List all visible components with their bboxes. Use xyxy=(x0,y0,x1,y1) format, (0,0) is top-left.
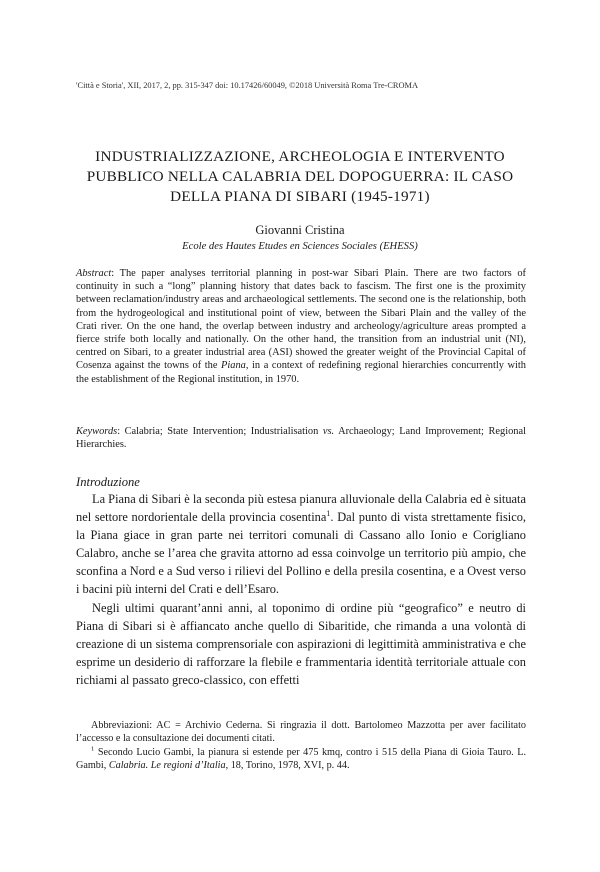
abstract-block xyxy=(76,267,526,386)
keywords-label: Keywords xyxy=(76,426,118,437)
keywords-text-2: Archaeology; Land Improvement; Regional Hierarchies. xyxy=(76,426,527,451)
citation-text: 'Città e Storia', XII, 2017, 2, pp. 315-347 doi: 10.17426/60049, ©2018 Università Roma Tre-CROMA xyxy=(76,81,419,90)
body-paragraph-2: Negli ultimi quarant’anni anni, al toponimo di ordine più “geografico” e neutro di Piana di Sibari si è affiancato anche quello di Sibaritide, che rimanda a una volontà di creazione di un sistema comprensoriale con aspirazioni di legittimità amministrativa e che esprime un desiderio di rafforzare la flebile e frammentaria identità territoriale attuale con richiami al passato greco-classico, con effetti xyxy=(76,600,526,687)
abstract-text-italic: Piana xyxy=(221,360,246,372)
keywords-text-italic: vs. xyxy=(322,426,335,437)
keywords-text-1: : Calabria; State Intervention; Industrialisation xyxy=(117,426,323,437)
footnote-1-text-a: Secondo Lucio Gambi, la pianura si estende per 475 kmq, contro i 515 della Piana di Gioia Tauro. L. Gambi, xyxy=(76,746,526,772)
footnote-1 xyxy=(76,746,526,773)
footnotes-block xyxy=(76,719,526,773)
footnote-1-text-italic: Calabria. Le regioni d’Italia xyxy=(108,760,226,772)
abstract-label: Abstract xyxy=(76,268,112,279)
article-title: INDUSTRIALIZZAZIONE, ARCHEOLOGIA E INTERVENTO PUBBLICO NELLA CALABRIA DEL DOPOGUERRA: IL CASO DELLA PIANA DI SIBARI (1945-1971) xyxy=(86,148,514,205)
abstract-text-2: , in a context of redefining regional hierarchies concurrently with the establishment of the Regional institution, in 1970. xyxy=(76,360,526,385)
keywords-block xyxy=(76,425,526,451)
author-affiliation: Ecole des Hautes Etudes en Sciences Sociales (EHESS) xyxy=(182,241,418,252)
footnote-1-text-b: , 18, Torino, 1978, XVI, p. 44. xyxy=(225,760,350,772)
section-heading: Introduzione xyxy=(76,475,140,489)
footnote-abbreviations: Abbreviazioni: AC = Archivio Cederna. Si ringrazia il dott. Bartolomeo Mazzotta per aver facilitato l’accesso e la consultazione dei documenti citati. xyxy=(76,720,526,745)
body-p1-a: La Piana di Sibari è la seconda più estesa pianura alluvionale della Calabria ed è situata nel settore nordorientale della provincia cosentina xyxy=(76,492,526,525)
body-p1-b: . Dal punto di vista strettamente fisico, la Piana giace in gran parte nei territori comunali di Cassano allo Ionio e Corigliano Calabro, anche se l’area che gravita attorno ad essa coinvolge un territorio più ampio, che sconfina a Nord e a Sud verso i rilievi del Pollino e della presila cosentina, e a Ovest verso i bacini più interni del Crati e dell’Esaro. xyxy=(76,510,527,597)
author-name: Giovanni Cristina xyxy=(255,223,345,237)
footnote-ref-1: 1 xyxy=(326,508,331,518)
abstract-text-1: : The paper analyses territorial planning in post-war Sibari Plain. There are two factors of continuity in such a “long” planning history that dates back to fascism. The first one is the proximity between reclamation/industry areas and archaeological settlements. The second one is the relationship, both from the hydrogeological and institutional point of view, between the Sibari Plain and the valley of the Crati river. On the one hand, the overlap between industry and archeology/agriculture areas prompted a fierce strife both locally and nationally. On the other hand, the transition from an industrial unit (NI), centred on Sibari, to a greater industrial area (ASI) showed the greater weight of the Provincial Capital of Cosenza against the towns of the xyxy=(76,268,526,372)
body-paragraph-1 xyxy=(76,490,526,599)
keywords-paragraph xyxy=(76,425,526,451)
citation-header xyxy=(76,80,536,91)
body-text xyxy=(76,490,526,689)
abstract-paragraph xyxy=(76,267,526,386)
footnote-1-number: 1 xyxy=(91,745,95,753)
